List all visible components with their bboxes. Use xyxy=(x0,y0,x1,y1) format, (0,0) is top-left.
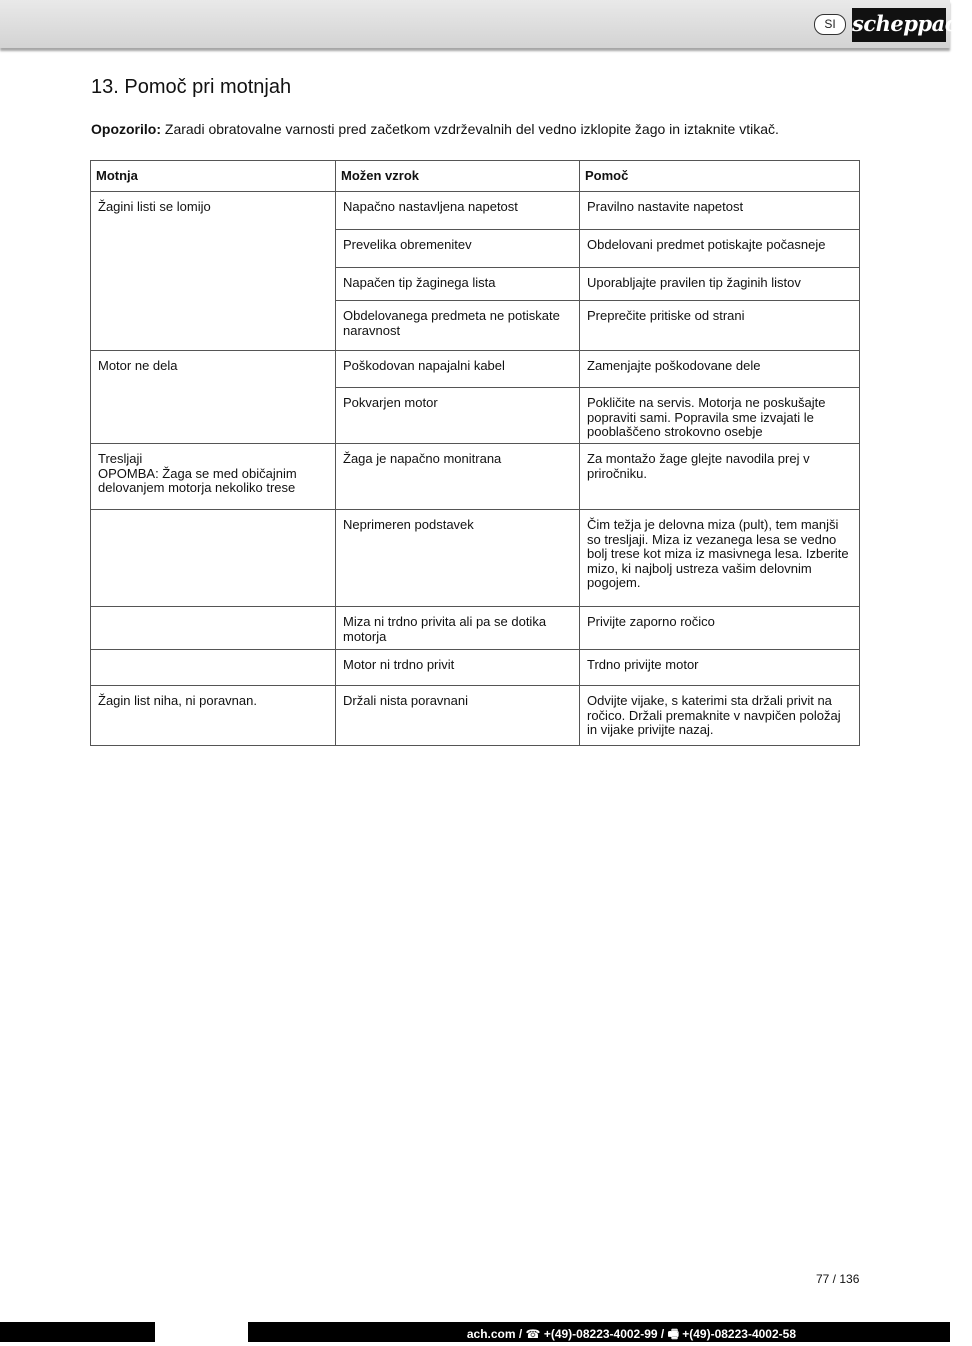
fault-cell: Žagin list niha, ni poravnan. xyxy=(91,686,336,746)
header-remedy: Pomoč xyxy=(580,161,860,192)
table-row xyxy=(91,444,860,510)
header-cause: Možen vzrok xyxy=(336,161,580,192)
cause-cell: Držali nista poravnani xyxy=(336,686,580,746)
fault-cell: Motor ne dela xyxy=(91,351,336,444)
remedy-cell: Trdno privijte motor xyxy=(580,650,860,686)
fault-cell-empty xyxy=(91,650,336,686)
cause-cell: Poškodovan napajalni kabel xyxy=(336,351,580,388)
remedy-cell: Privijte zaporno ročico xyxy=(580,607,860,650)
footer-contact: ach.com / ☎ +(49)-08223-4002-99 / 🖷 +(49)-08223-4002-58 xyxy=(466,1327,796,1341)
warning-text: Zaradi obratovalne varnosti pred začetkom vzdrževalnih del vedno izklopite žago in iztaknite vtikač. xyxy=(161,121,779,137)
remedy-cell: Za montažo žage glejte navodila prej v priročniku. xyxy=(580,444,860,510)
remedy-cell: Odvijte vijake, s katerimi sta držali privit na ročico. Držali premaknite v navpičen položaj in vijake privijte nazaj. xyxy=(580,686,860,746)
fault-cell xyxy=(91,444,336,510)
remedy-cell: Pravilno nastavite napetost xyxy=(580,192,860,230)
cause-cell: Obdelovanega predmeta ne potiskate naravnost xyxy=(336,301,580,351)
header-bar xyxy=(0,0,972,48)
table-row xyxy=(91,192,860,230)
cause-cell: Motor ni trdno privit xyxy=(336,650,580,686)
cause-cell: Prevelika obremenitev xyxy=(336,230,580,268)
footer-bar xyxy=(0,1322,950,1342)
table-row xyxy=(91,510,860,607)
fault-cell-empty xyxy=(91,607,336,650)
fault-cell-empty xyxy=(91,510,336,607)
table-header-row xyxy=(91,161,860,192)
cause-cell: Napačen tip žaginega lista xyxy=(336,268,580,301)
remedy-cell: Čim težja je delovna miza (pult), tem manjši so tresljaji. Miza iz vezanega lesa se vedno bolj trese kot miza iz masivnega lesa. Izberite mizo, ki najbolj ustreza vašim delovnim pogojem. xyxy=(580,510,860,607)
remedy-cell: Preprečite pritiske od strani xyxy=(580,301,860,351)
cause-cell: Napačno nastavljena napetost xyxy=(336,192,580,230)
remedy-cell: Obdelovani predmet potiskajte počasneje xyxy=(580,230,860,268)
warning-note xyxy=(91,121,779,137)
table-row xyxy=(91,607,860,650)
brand-logo: scheppach xyxy=(852,8,946,42)
fault-note: OPOMBA: Žaga se med običajnim delovanjem motorja nekoliko trese xyxy=(98,465,297,495)
fault-title: Tresljaji xyxy=(98,451,143,466)
table-row xyxy=(91,686,860,746)
cause-cell: Žaga je napačno monitrana xyxy=(336,444,580,510)
cause-cell: Neprimeren podstavek xyxy=(336,510,580,607)
page-number: 77 / 136 xyxy=(816,1272,860,1286)
language-badge: SI xyxy=(814,14,846,35)
fault-cell: Žagini listi se lomijo xyxy=(91,192,336,351)
table-row xyxy=(91,650,860,686)
header-fault: Motnja xyxy=(91,161,336,192)
cause-cell: Miza ni trdno privita ali pa se dotika motorja xyxy=(336,607,580,650)
remedy-cell: Uporabljajte pravilen tip žaginih listov xyxy=(580,268,860,301)
section-title: 13. Pomoč pri motnjah xyxy=(91,76,292,98)
remedy-cell: Zamenjajte poškodovane dele xyxy=(580,351,860,388)
warning-label: Opozorilo: xyxy=(91,121,161,137)
troubleshooting-table xyxy=(90,160,860,746)
cause-cell: Pokvarjen motor xyxy=(336,388,580,444)
footer-divider xyxy=(155,1322,248,1342)
remedy-cell: Pokličite na servis. Motorja ne poskušajte popraviti sami. Popravila sme izvajati le pooblaščeno strokovno osebje xyxy=(580,388,860,444)
table-row xyxy=(91,351,860,388)
